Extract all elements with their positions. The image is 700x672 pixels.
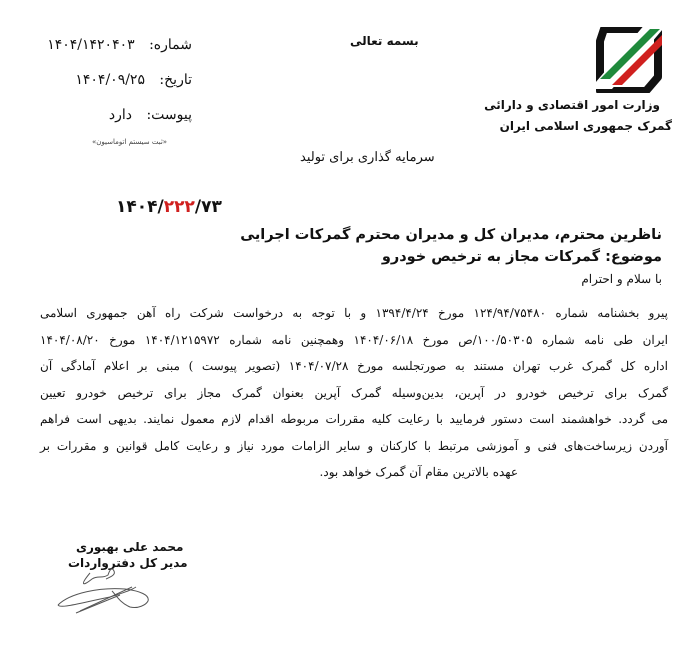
letter-body bbox=[40, 300, 668, 486]
subject-line bbox=[382, 249, 662, 265]
letter-date-label: تاریخ: bbox=[159, 72, 192, 88]
signer-title: مدیر کل دفترواردات bbox=[68, 556, 188, 570]
bismillah-heading: بسمه تعالی bbox=[350, 34, 419, 48]
body-line: اداره کل گمرک غرب تهران مستند به صورتجلسه مورخ ۱۴۰۴/۰۷/۲۸ (تصویر پیوست ) مبنی بر اعلام آمادگی آن bbox=[40, 359, 668, 373]
automation-system-note: «ثبت سیستم اتوماسیون» bbox=[92, 138, 168, 146]
attachment-label: پیوست: bbox=[146, 107, 192, 123]
body-line: ایران طی نامه شماره ۱۰۰/۵۰۳۰۵/ص مورخ ۱۴۰۴/۰۶/۱۸ وهمچنین نامه شماره ۱۴۰۴/۱۲۱۵۹۷۲ مورخ ۱۴۰۴/۰۸/۲۰ bbox=[40, 332, 669, 347]
reference-prefix: ۱۴۰۴/ bbox=[116, 197, 164, 217]
reference-highlight: ۲۲۲ bbox=[163, 197, 195, 217]
greeting: با سلام و احترام bbox=[581, 272, 662, 286]
reference-suffix: /۷۳ bbox=[194, 197, 222, 217]
attachment-row bbox=[109, 107, 192, 123]
body-line: پیرو بخشنامه شماره ۱۲۴/۹۴/۷۵۴۸۰ مورخ ۱۳۹۴/۴/۲۴ و با توجه به درخواست شرکت راه آهن جمهوری اسلامی bbox=[40, 306, 669, 320]
letter-date-value: ۱۴۰۴/۰۹/۲۵ bbox=[75, 72, 145, 88]
body-line: عهده بالاترین مقام آن گمرک خواهد بود. bbox=[319, 465, 518, 479]
subject-text: گمرکات مجاز به ترخیص خودرو bbox=[381, 249, 601, 265]
customs-logo-icon bbox=[594, 27, 664, 93]
subject-label: موضوع: bbox=[605, 249, 662, 265]
addressee-line: ناظرین محترم، مدیران کل و مدیران محترم گمرکات اجرایی bbox=[240, 227, 662, 243]
handwritten-signature-icon bbox=[50, 565, 170, 625]
body-line: می گردد. خواهشمند است دستور فرمایید با رعایت کلیه مقررات مربوطه اقدام لازم معمول نمایند. بدیهی است فراهم bbox=[40, 412, 668, 426]
ministry-name: وزارت امور اقتصادی و دارائی bbox=[484, 98, 660, 112]
signer-name: محمد علی بهبوری bbox=[76, 540, 184, 554]
letter-number-value: ۱۴۰۴/۱۴۲۰۴۰۳ bbox=[47, 37, 135, 53]
reference-number bbox=[116, 197, 222, 217]
letter-number-label: شماره: bbox=[149, 37, 192, 53]
letter-date-row bbox=[75, 72, 192, 88]
customs-name: گمرک جمهوری اسلامی ایران bbox=[499, 119, 672, 133]
attachment-value: دارد bbox=[108, 107, 132, 123]
body-line: گمرک برای ترخیص خودرو در آپرین، بدین‌وسیله گمرک آپرین بعنوان گمرک مجاز برای ترخیص خودرو تعیین bbox=[40, 385, 668, 400]
body-line: آوردن زیرساخت‌های فنی و آموزشی مرتبط با کارکنان و سایر الزامات مورد نیاز و رعایت کامل قوانین و مقررات بر bbox=[40, 438, 668, 453]
slogan: سرمایه گذاری برای تولید bbox=[300, 150, 435, 165]
letter-number-row bbox=[47, 37, 192, 53]
